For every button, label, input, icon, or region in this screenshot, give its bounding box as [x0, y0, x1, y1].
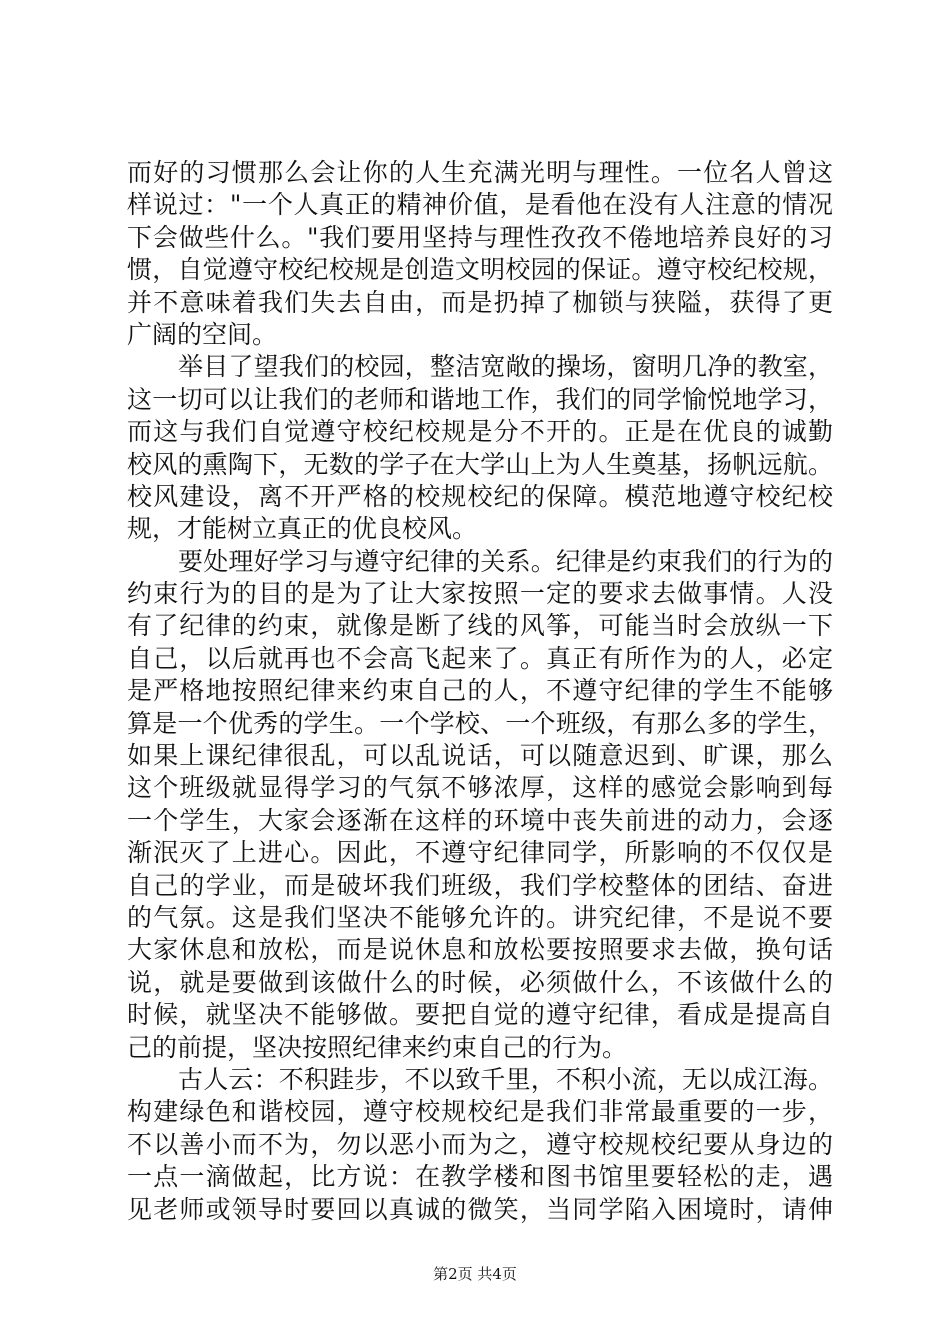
text-line: 惯，自觉遵守校纪校规是创造文明校园的保证。遵守校纪校规， [127, 255, 833, 285]
text-line: 而好的习惯那么会让你的人生充满光明与理性。一位名人曾这 [127, 158, 833, 187]
paragraph-first-line: 要处理好学习与遵守纪律的关系。纪律是约束我们的行为的 [178, 546, 833, 576]
paragraph-first-line: 古人云：不积跬步，不以致千里，不积小流，无以成江海。 [178, 1064, 833, 1094]
text-line: 这一切可以让我们的老师和谐地工作，我们的同学愉悦地学习， [127, 384, 833, 414]
text-line: 己的前提，坚决按照纪律来约束自己的行为。 [127, 1032, 628, 1062]
text-line: 约束行为的目的是为了让大家按照一定的要求去做事情。人没 [127, 579, 833, 609]
text-line: 下会做些什么。"我们要用坚持与理性孜孜不倦地培养良好的习 [127, 222, 833, 252]
text-line: 样说过："一个人真正的精神价值，是看他在没有人注意的情况 [127, 190, 833, 220]
text-line: 构建绿色和谐校园，遵守校规校纪是我们非常最重要的一步， [127, 1097, 833, 1127]
text-line: 的气氛。这是我们坚决不能够允许的。讲究纪律，不是说不要 [127, 902, 833, 932]
text-line: 而这与我们自觉遵守校纪校规是分不开的。正是在优良的诚勤 [127, 417, 833, 447]
text-line: 一个学生，大家会逐渐在这样的环境中丧失前进的动力，会逐 [127, 805, 833, 835]
text-line: 时候，就坚决不能够做。要把自觉的遵守纪律，看成是提高自 [127, 1000, 833, 1030]
document-body [127, 157, 833, 1226]
text-line: 渐泯灭了上进心。因此，不遵守纪律同学，所影响的不仅仅是 [127, 838, 833, 868]
text-line: 并不意味着我们失去自由，而是扔掉了枷锁与狭隘，获得了更 [127, 287, 833, 317]
text-line: 有了纪律的约束，就像是断了线的风筝，可能当时会放纵一下 [127, 611, 833, 641]
text-line: 规，才能树立真正的优良校风。 [127, 514, 478, 544]
text-line: 大家休息和放松，而是说休息和放松要按照要求去做，换句话 [127, 935, 833, 965]
text-line: 校风的熏陶下，无数的学子在大学山上为人生奠基，扬帆远航。 [127, 449, 833, 479]
text-line: 见老师或领导时要回以真诚的微笑，当同学陷入困境时，请伸 [127, 1194, 833, 1224]
text-line: 算是一个优秀的学生。一个学校、一个班级，有那么多的学生， [127, 708, 833, 738]
text-line: 是严格地按照纪律来约束自己的人，不遵守纪律的学生不能够 [127, 676, 833, 706]
text-line: 自己，以后就再也不会高飞起来了。真正有所作为的人，必定 [127, 643, 833, 673]
text-line: 一点一滴做起，比方说：在教学楼和图书馆里要轻松的走，遇 [127, 1162, 833, 1192]
text-line: 如果上课纪律很乱，可以乱说话，可以随意迟到、旷课，那么 [127, 741, 833, 771]
text-line: 校风建设，离不开严格的校规校纪的保障。模范地遵守校纪校 [127, 481, 833, 511]
page-footer: 第2页 共4页 [433, 1265, 517, 1283]
text-line: 自己的学业，而是破坏我们班级，我们学校整体的团结、奋进 [127, 870, 833, 900]
paragraph-first-line: 举目了望我们的校园，整洁宽敞的操场，窗明几净的教室， [178, 352, 833, 382]
text-line: 广阔的空间。 [127, 319, 278, 349]
text-line: 这个班级就显得学习的气氛不够浓厚，这样的感觉会影响到每 [127, 773, 833, 803]
text-line: 说，就是要做到该做什么的时候，必须做什么，不该做什么的 [127, 967, 833, 997]
text-line: 不以善小而不为，勿以恶小而为之，遵守校规校纪要从身边的 [127, 1129, 833, 1159]
